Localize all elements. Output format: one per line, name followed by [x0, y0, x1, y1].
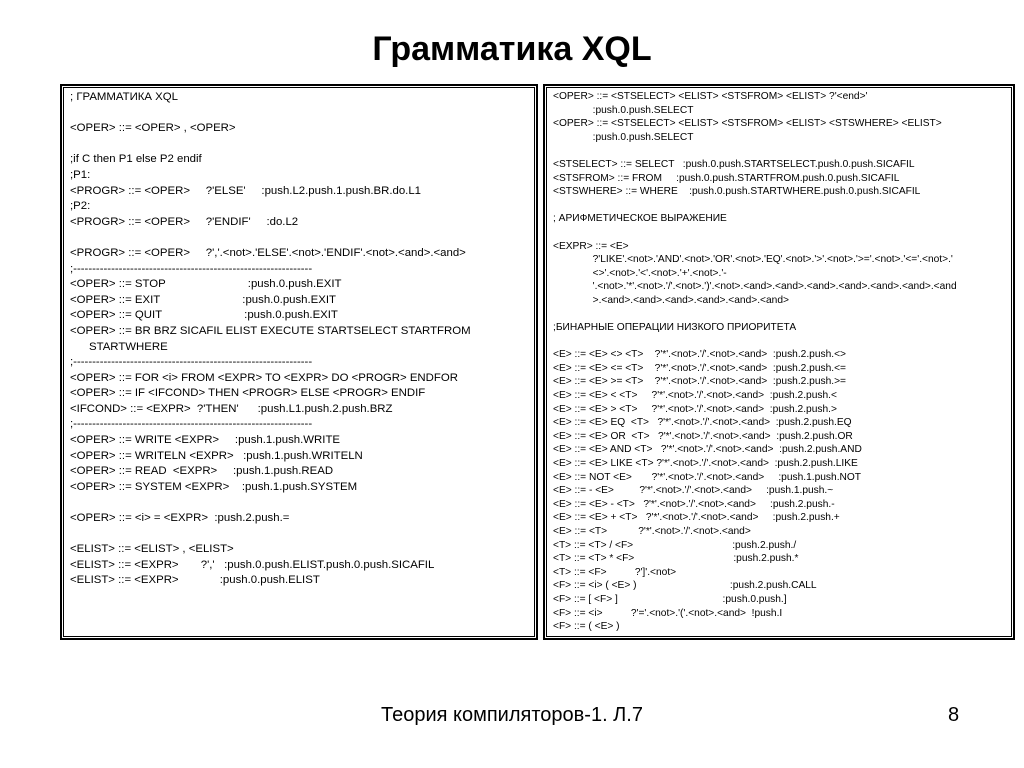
- grammar-line: <T> ::= <F> ?']'.<not>: [553, 566, 677, 578]
- slide-footer: Теория компиляторов-1. Л.7: [380, 704, 643, 726]
- left-grammar-panel: [60, 84, 538, 640]
- grammar-line: <PROGR> ::= <OPER> ?','.<not>.'ELSE'.<not>.'ENDIF'.<not>.<and>.<and>: [70, 246, 466, 259]
- grammar-line: <F> ::= ( <E> ): [553, 621, 620, 633]
- grammar-line: ;---------------------------------------------------------------: [70, 262, 313, 275]
- grammar-line: <OPER> ::= STOP :push.0.push.EXIT: [70, 278, 342, 291]
- grammar-line: <OPER> ::= <STSELECT> <ELIST> <STSFROM> <ELIST> <STSWHERE> <ELIST>: [553, 118, 942, 130]
- grammar-line: ?'LIKE'.<not>.'AND'.<not>.'OR'.<not>.'EQ'.<not>.'>'.<not>.'>='.<not>.'<='.<not>.': [553, 254, 953, 266]
- grammar-line: <OPER> ::= IF <IFCOND> THEN <PROGR> ELSE <PROGR> ENDIF: [70, 387, 426, 400]
- grammar-line: <OPER> ::= <i> = <EXPR> :push.2.push.=: [70, 512, 290, 525]
- grammar-line: [70, 495, 530, 511]
- grammar-line: [70, 230, 530, 246]
- slide-title: Грамматика XQL: [372, 30, 652, 68]
- grammar-line: <OPER> ::= SYSTEM <EXPR> :push.1.push.SYSTEM: [70, 480, 358, 493]
- grammar-line: <EXPR> ::= <E>: [553, 240, 629, 252]
- grammar-line: [553, 226, 1007, 240]
- right-grammar-text: [553, 90, 1007, 634]
- grammar-line: [70, 137, 530, 153]
- grammar-line: <E> ::= <E> LIKE <T> ?'*'.<not>.'/'.<not>.<and> :push.2.push.LIKE: [553, 458, 858, 470]
- grammar-line: <STSWHERE> ::= WHERE :push.0.push.STARTWHERE.push.0.push.SICAFIL: [553, 186, 921, 198]
- grammar-line: [70, 527, 530, 543]
- grammar-line: <E> ::= <E> > <T> ?'*'.<not>.'/'.<not>.<and> :push.2.push.>: [553, 403, 837, 415]
- grammar-line: <OPER> ::= WRITELN <EXPR> :push.1.push.WRITELN: [70, 449, 363, 462]
- grammar-line: <T> ::= <T> * <F> :push.2.push.*: [553, 553, 799, 565]
- grammar-line: ;P2:: [70, 200, 91, 213]
- grammar-line: >.<and>.<and>.<and>.<and>.<and>.<and>: [553, 294, 789, 306]
- grammar-line: <E> ::= <E> AND <T> ?'*'.<not>.'/'.<not>.<and> :push.2.push.AND: [553, 444, 862, 456]
- grammar-line: <OPER> ::= WRITE <EXPR> :push.1.push.WRITE: [70, 434, 340, 447]
- page-number: 8: [948, 704, 960, 726]
- grammar-line: <F> ::= [ <F> ] :push.0.push.]: [553, 593, 787, 605]
- grammar-line: <ELIST> ::= <ELIST> , <ELIST>: [70, 543, 234, 556]
- grammar-line: <F> ::= <i> ( <E> ) :push.2.push.CALL: [553, 580, 817, 592]
- grammar-line: <OPER> ::= FOR <i> FROM <EXPR> TO <EXPR> DO <PROGR> ENDFOR: [70, 371, 458, 384]
- grammar-line: <E> ::= <T> ?'*'.<not>.'/'.<not>.<and>: [553, 526, 751, 537]
- grammar-line: <OPER> ::= EXIT :push.0.push.EXIT: [70, 293, 337, 306]
- grammar-line: :push.0.push.SELECT: [553, 104, 694, 116]
- grammar-line: :push.0.push.SELECT: [553, 131, 694, 143]
- grammar-line: <F> ::= <i> ?'='.<not>.'('.<not>.<and> !push.I: [553, 607, 783, 619]
- grammar-line: <E> ::= <E> OR <T> ?'*'.<not>.'/'.<not>.<and> :push.2.push.OR: [553, 430, 853, 442]
- grammar-line: <E> ::= <E> EQ <T> ?'*'.<not>.'/'.<not>.<and> :push.2.push.EQ: [553, 417, 852, 429]
- grammar-line: <E> ::= - <E> ?'*'.<not>.'/'.<not>.<and> :push.1.push.~: [553, 485, 834, 497]
- grammar-line: <E> ::= <E> < <T> ?'*'.<not>.'/'.<not>.<and> :push.2.push.<: [553, 390, 837, 402]
- grammar-line: <PROGR> ::= <OPER> ?'ENDIF' :do.L2: [70, 215, 299, 228]
- grammar-line: <T> ::= <T> / <F> :push.2.push./: [553, 539, 797, 551]
- grammar-line: <OPER> ::= READ <EXPR> :push.1.push.READ: [70, 465, 334, 478]
- grammar-line: ; ГРАММАТИКА XQL: [70, 91, 178, 103]
- grammar-line: <ELIST> ::= <EXPR> :push.0.push.ELIST: [70, 574, 320, 587]
- grammar-line: <STSELECT> ::= SELECT :push.0.push.STARTSELECT.push.0.push.SICAFIL: [553, 158, 915, 170]
- grammar-line: <E> ::= <E> <= <T> ?'*'.<not>.'/'.<not>.<and> :push.2.push.<=: [553, 362, 846, 374]
- grammar-line: [70, 106, 530, 122]
- grammar-line: [553, 335, 1007, 349]
- grammar-line: '.<not>.'*'.<not>.'/'.<not>.')'.<not>.<and>.<and>.<and>.<and>.<and>.<and>.<and: [553, 281, 957, 293]
- grammar-line: STARTWHERE: [70, 340, 168, 353]
- grammar-line: [553, 308, 1007, 322]
- grammar-line: <ELIST> ::= <EXPR> ?',' :push.0.push.ELIST.push.0.push.SICAFIL: [70, 558, 435, 571]
- grammar-line: ;if C then P1 else P2 endif: [70, 153, 202, 166]
- grammar-line: <E> ::= <E> >= <T> ?'*'.<not>.'/'.<not>.<and> :push.2.push.>=: [553, 376, 846, 388]
- grammar-line: <OPER> ::= BR BRZ SICAFIL ELIST EXECUTE STARTSELECT STARTFROM: [70, 324, 471, 337]
- grammar-line: <PROGR> ::= <OPER> ?'ELSE' :push.L2.push.1.push.BR.do.L1: [70, 184, 422, 197]
- right-grammar-panel: [543, 84, 1015, 640]
- grammar-line: ;---------------------------------------------------------------: [70, 356, 313, 369]
- grammar-line: <>'.<not>.'<'.<not>.'+'.<not>.'-: [553, 267, 727, 279]
- grammar-line: <E> ::= <E> <> <T> ?'*'.<not>.'/'.<not>.<and> :push.2.push.<>: [553, 349, 846, 361]
- grammar-line: <OPER> ::= <OPER> , <OPER>: [70, 122, 236, 135]
- grammar-line: <IFCOND> ::= <EXPR> ?'THEN' :push.L1.push.2.push.BRZ: [70, 402, 393, 415]
- grammar-line: <E> ::= <E> - <T> ?'*'.<not>.'/'.<not>.<and> :push.2.push.-: [553, 498, 835, 510]
- grammar-line: <OPER> ::= <STSELECT> <ELIST> <STSFROM> <ELIST> ?'<end>': [553, 91, 868, 102]
- grammar-line: [553, 199, 1007, 213]
- grammar-line: <STSFROM> ::= FROM :push.0.push.STARTFROM.push.0.push.SICAFIL: [553, 172, 900, 184]
- grammar-line: ;БИНАРНЫЕ ОПЕРАЦИИ НИЗКОГО ПРИОРИТЕТА: [553, 322, 797, 334]
- grammar-line: ;---------------------------------------------------------------: [70, 418, 313, 431]
- grammar-line: [553, 144, 1007, 158]
- left-grammar-text: [70, 90, 530, 634]
- grammar-line: ; АРИФМЕТИЧЕСКОЕ ВЫРАЖЕНИЕ: [553, 213, 727, 225]
- grammar-line: <OPER> ::= QUIT :push.0.push.EXIT: [70, 309, 338, 322]
- grammar-line: ;P1:: [70, 168, 91, 181]
- grammar-line: <E> ::= <E> + <T> ?'*'.<not>.'/'.<not>.<and> :push.2.push.+: [553, 512, 840, 524]
- grammar-line: <E> ::= NOT <E> ?'*'.<not>.'/'.<not>.<and> :push.1.push.NOT: [553, 471, 862, 483]
